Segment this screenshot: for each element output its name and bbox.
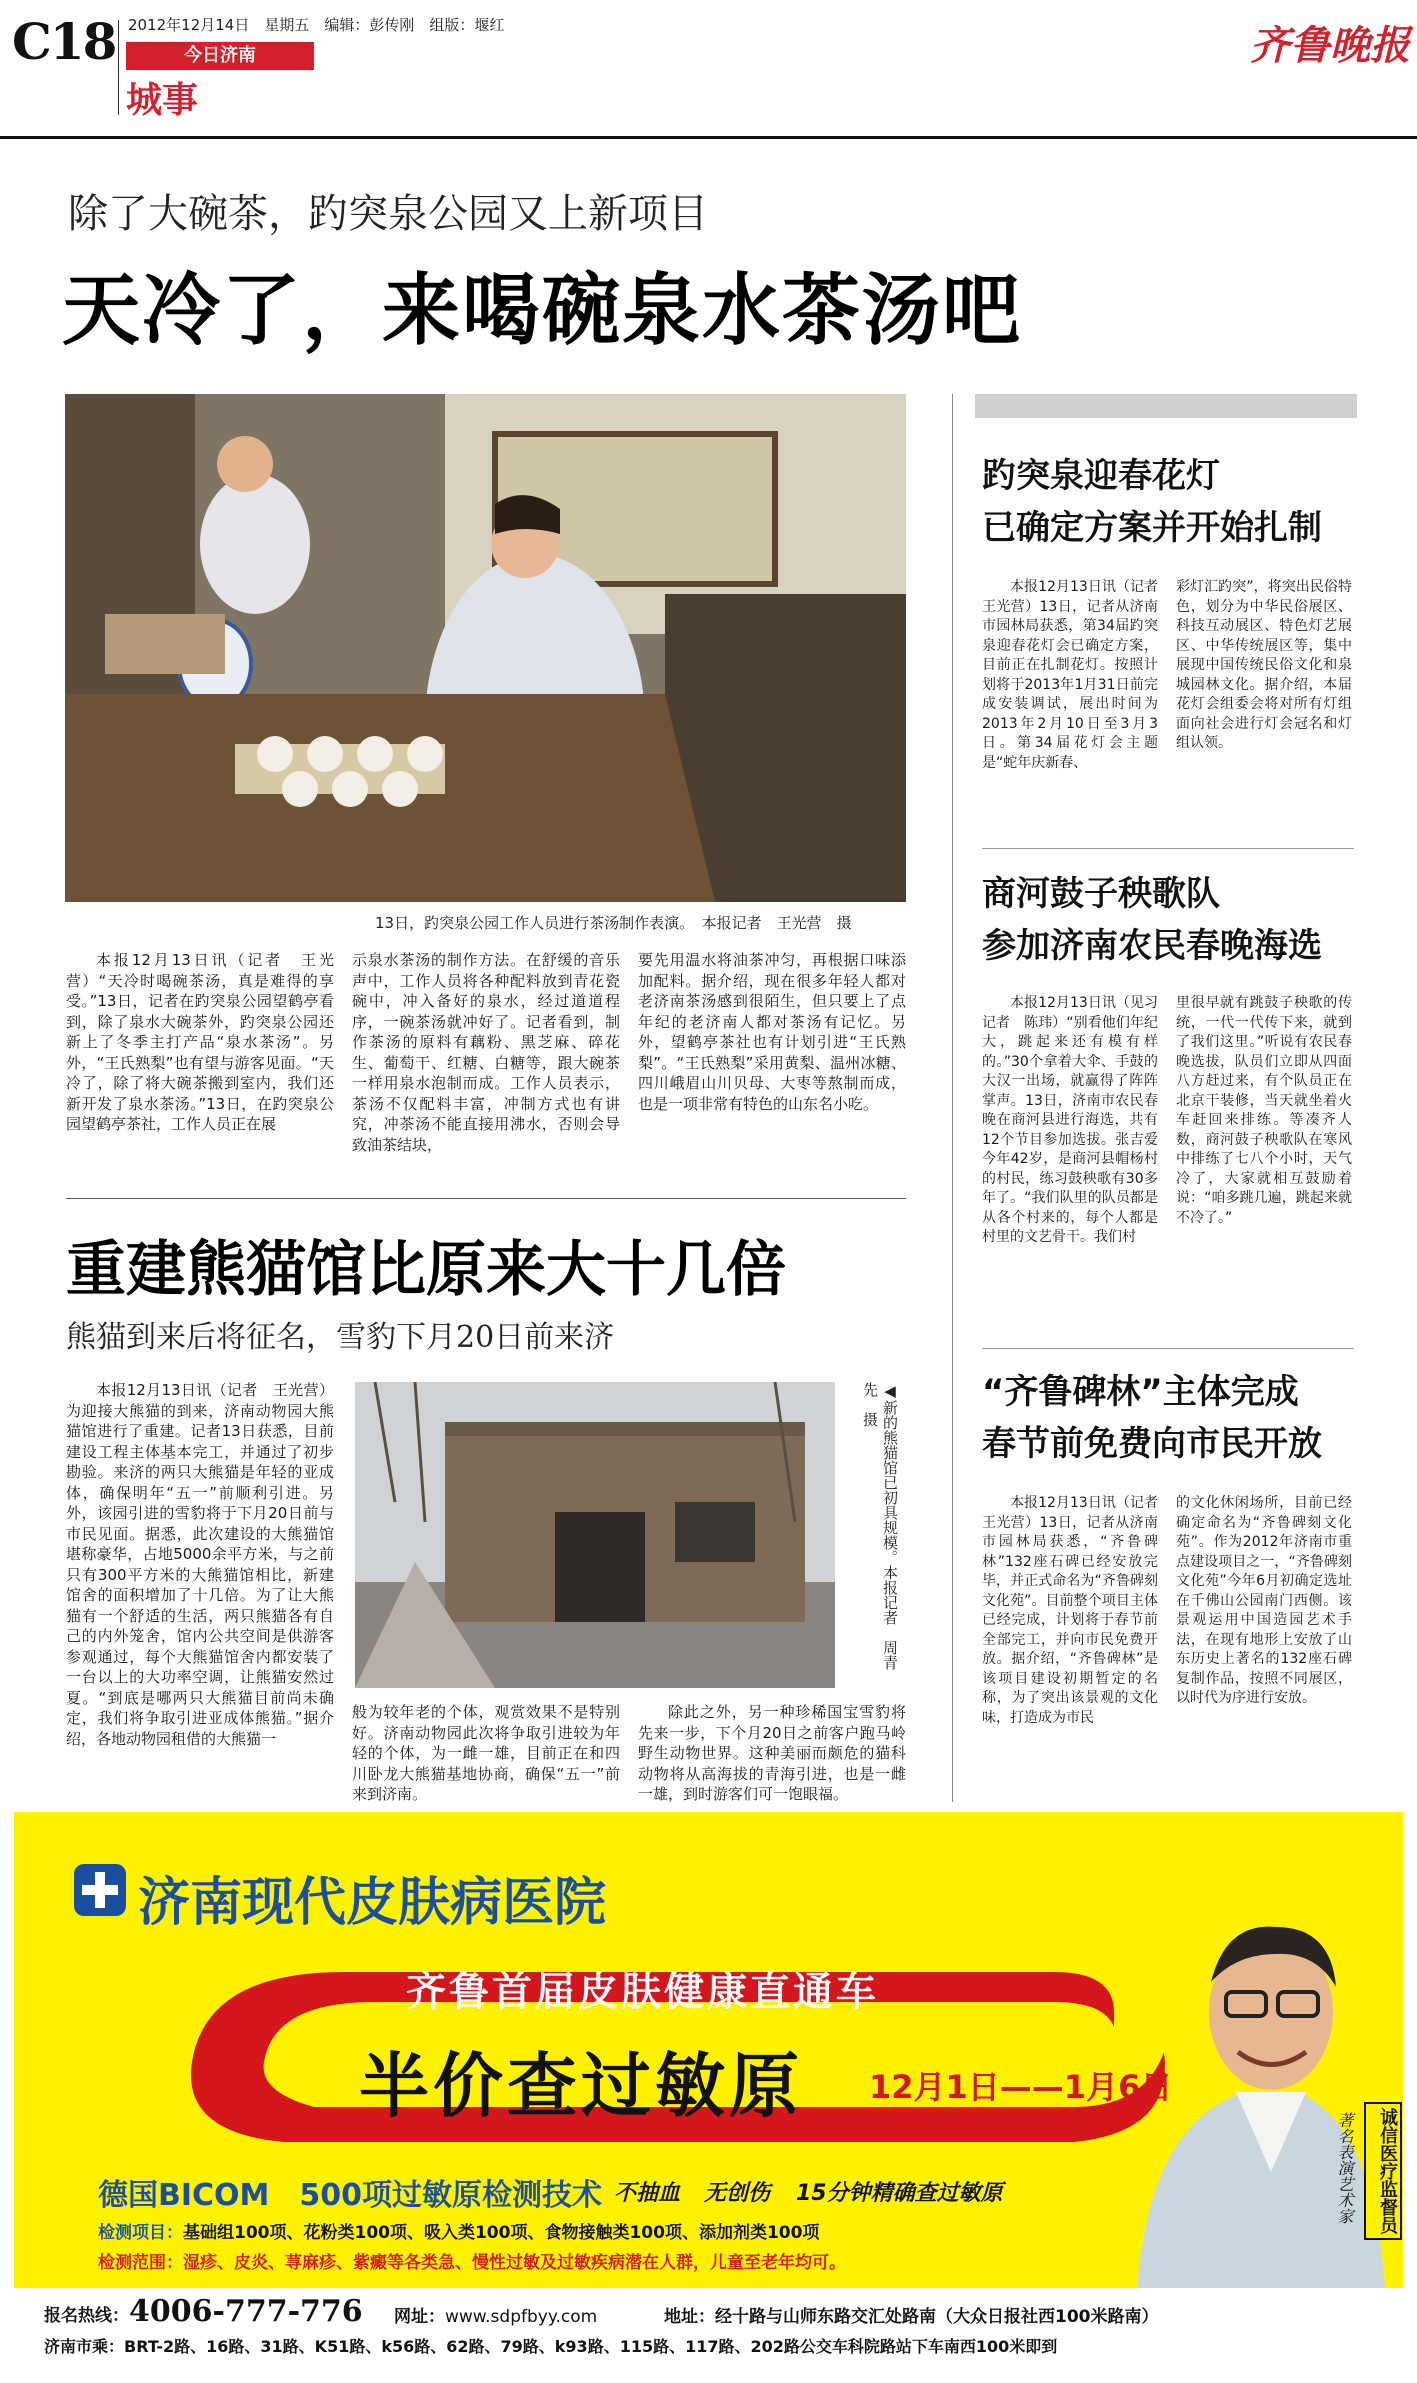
bus-label: 济南市乘： — [44, 2337, 125, 2356]
ad-items-label: 检测项目： — [98, 2223, 183, 2243]
bus-text: BRT-2路、16路、31路、K51路、k56路、62路、79路、k93路、115路、117路、202路公交车科院路站下车南西100米即到 — [124, 2337, 1058, 2356]
side3-title-2: 春节前免费向市民开放 — [982, 1424, 1322, 1464]
hotline-row — [44, 2294, 363, 2329]
lead-col-3-text: 要先用温水将油茶冲匀，再根据口味添加配料。据介绍，现在很多年轻人都对老济南茶汤感到很陌生，但只要上了点年纪的老济南人都对茶汤有记忆。另外，望鹤亭茶社也有计划引进“王氏熟梨”。“王氏熟梨”采用黄梨、温州冰糖、四川峨眉山川贝母、大枣等熬制而成，也是一项非常有特色的山东名小吃。 — [638, 951, 906, 1113]
lead-kicker: 除了大碗茶，趵突泉公园又上新项目 — [68, 191, 708, 237]
side2-title-2: 参加济南农民春晚海选 — [982, 926, 1322, 966]
side1-title-1: 趵突泉迎春花灯 — [982, 456, 1220, 496]
ad-scope-row — [98, 2248, 846, 2273]
panda-col-1-text: 本报12月13日讯（记者 王光营）为迎接大熊猫的到来，济南动物园大熊猫馆进行了重建。记者13日获悉，目前建设工程主体基本完工，并通过了初步勘验。来济的两只大熊猫是年轻的亚成体，确保明年“五一”前顺利引进。另外，该园引进的雪豹将于下月20日前与市民见面。据悉，此次建设的大熊猫馆堪称豪华，占地5000余平方米，与之前只有300平方米的大熊猫馆相比，新建馆舍的面积增加了十几倍。为了让大熊猫有一个舒适的生活，两只熊猫各有自己的内外笼舍，馆内公共空间是供游客参观通过，每个大熊猫馆舍内都安装了一台以上的大功率空调，让熊猫安然过夏。“到底是哪两只大熊猫目前尚未确定，我们将争取引进亚成体熊猫。”据介绍，各地动物园租借的大熊猫一 — [66, 1381, 334, 1748]
date-line: 2012年12月14日 星期五 编辑：彭传刚 组版：堰红 — [128, 16, 505, 34]
web-row — [394, 2302, 597, 2327]
ad-contact-band — [14, 2288, 1403, 2368]
addr-label: 地址： — [664, 2307, 715, 2327]
hotline-label: 报名热线： — [44, 2306, 129, 2326]
side2-col-2-text: 里很早就有跳鼓子秧歌的传统，一代一代传下来，就到了我们这里。”听说有农民春晚选拔，队员们立即从四面八方赶过来，有个队员正在北京干装修，当天就坐着火车赶回来排练。等凑齐人数，商河鼓子秧歌队在寒风中排练了七八个小时，天气冷了，大家就相互鼓励着说：“咱多跳几遍，跳起来就不冷了。” — [1176, 995, 1352, 1226]
masthead-logo: 齐鲁晚报 — [1250, 22, 1410, 69]
hotline-number: 4006-777-776 — [129, 2294, 363, 2329]
cross-icon — [74, 1864, 126, 1916]
panda-col-2-text: 般为较年老的个体，观赏效果不是特别好。济南动物园此次将争取引进较为年轻的个体，为一雌一雄，目前正在和四川卧龙大熊猫基地协商，确保“五一”前来到济南。 — [352, 1703, 620, 1803]
panda-subhead: 熊猫到来后将征名，雪豹下月20日前来济 — [66, 1320, 615, 1355]
lead-col-3 — [638, 950, 906, 1114]
endorser-portrait — [1126, 1872, 1396, 2302]
addr-text: 经十路与山师东路交汇处路南（大众日报社西100米路南） — [715, 2307, 1159, 2327]
ad-feature-2: 无创伤 — [704, 2181, 771, 2206]
lead-col-2-text: 示泉水茶汤的制作方法。在舒缓的音乐声中，工作人员将各种配料放到青花瓷碗中，冲入备好的泉水，经过道道程序，一碗茶汤就冲好了。记者看到，制作茶汤的原料有藕粉、黑芝麻、碎花生、葡萄干、红糖、白糖等，跟大碗茶一样用泉水泡制而成。工作人员表示，茶汤不仅配料丰富，冲制方式也有讲究，冲茶汤不能直接用沸水，否则会导致油茶结块， — [352, 951, 620, 1154]
side2-col-1 — [982, 994, 1158, 1248]
section-tag: 今日济南 — [126, 42, 314, 70]
endorser-portrait-art — [1126, 1872, 1396, 2302]
ad-scope-label: 检测范围： — [98, 2253, 183, 2273]
ad-tech: 德国BICOM 500项过敏原检测技术 — [98, 2178, 603, 2213]
hospital-ad — [14, 1812, 1403, 2368]
ad-slogan: 齐鲁首届皮肤健康直通车 — [406, 1969, 879, 2015]
panda-house-photo-art — [355, 1382, 835, 1688]
panda-col-3-text: 除此之外，另一种珍稀国宝雪豹将先来一步，下个月20日之前客户跑马岭野生动物世界。这种美丽而颇危的猫科动物将从高海拔的青海引进，也是一雌一雄，到时游客们可一饱眼福。 — [638, 1703, 906, 1803]
lead-headline: 天冷了，来喝碗泉水茶汤吧 — [62, 266, 1023, 356]
panda-headline: 重建熊猫馆比原来大十几倍 — [66, 1235, 786, 1305]
side3-col-2 — [1176, 1494, 1352, 1709]
tea-soup-photo — [65, 394, 906, 902]
ad-offer: 半价查过敏原 — [359, 2044, 803, 2127]
web-url: www.sdpfbyy.com — [445, 2307, 598, 2327]
page-code: C18 — [12, 12, 116, 71]
section-name: 城事 — [126, 80, 199, 121]
lead-col-1 — [66, 950, 334, 1135]
ad-feature-3: 15分钟精确查过敏原 — [796, 2181, 1003, 2206]
panda-col-3 — [638, 1702, 906, 1805]
panda-photo-caption: ◀新的熊猫馆已初具规模。本报记者 周青先 摄 — [861, 1382, 899, 1670]
ad-items: 基础组100项、花粉类100项、吸入类100项、食物接触类100项、添加剂类100项 — [183, 2223, 820, 2243]
panda-house-photo — [355, 1382, 835, 1688]
web-label: 网址： — [394, 2307, 445, 2327]
tea-soup-photo-art — [65, 394, 906, 902]
tea-photo-caption: 13日，趵突泉公园工作人员进行茶汤制作表演。 本报记者 王光营 摄 — [375, 914, 852, 932]
hospital-name: 济南现代皮肤病医院 — [138, 1873, 607, 1933]
side-column-band — [975, 394, 1357, 418]
panda-col-1 — [66, 1380, 334, 1749]
side1-col-2 — [1176, 578, 1352, 754]
endorser-label: 著名表演艺术家 — [1335, 2112, 1354, 2224]
side3-col-2-text: 的文化休闲场所，目前已经确定命名为“齐鲁碑刻文化苑”。作为2012年济南市重点建设项目之一，“齐鲁碑刻文化苑”今年6月初确定选址在千佛山公园南门西侧。该景观运用中国造园艺术手法，在现有地形上安放了山东历史上著名的132座石碑复制作品，按照不同展区，以时代为序进行安放。 — [1176, 1495, 1352, 1706]
page-header — [0, 0, 1417, 135]
side3-title-1: “齐鲁碑林”主体完成 — [982, 1372, 1299, 1412]
ad-dates: 12月1日——1月6日 — [869, 2068, 1173, 2106]
lead-col-2 — [352, 950, 620, 1155]
addr-row — [664, 2302, 1159, 2327]
side3-col-1-text: 本报12月13日讯（记者 王光营）13日，记者从济南市园林局获悉，“齐鲁碑林”132座石碑已经安放完毕，并正式命名为“齐鲁碑刻文化苑”。目前整个项目主体已经完成，计划将于春节前全部完工，并向市民免费开放。据介绍，“齐鲁碑林”是该项目建设初期暂定的名称，为了突出该景观的文化味，打造成为市民 — [982, 1495, 1172, 1726]
supervisor-label: 诚信医疗监督员 — [1364, 2102, 1402, 2240]
ad-scope: 湿疹、皮炎、荨麻疹、紫癜等各类急、慢性过敏及过敏疾病潜在人群，儿童至老年均可。 — [183, 2253, 846, 2273]
panda-col-2 — [352, 1702, 620, 1805]
side2-title-1: 商河鼓子秧歌队 — [982, 874, 1220, 914]
side1-title-2: 已确定方案并开始扎制 — [982, 508, 1322, 548]
lead-col-1-text: 本报12月13日讯（记者 王光营）“天冷时喝碗茶汤，真是难得的享受。”13日，记者在趵突泉公园望鹤亭看到，除了泉水大碗茶外，趵突泉公园还新上了冬季主打产品“泉水茶汤”。另外，“王氏熟梨”也有望与游客见面。“天冷了，除了将大碗茶搬到室内，我们还新开发了泉水茶汤。”13日，在趵突泉公园望鹤亭茶社，工作人员正在展 — [66, 951, 334, 1133]
side3-col-1 — [982, 1494, 1172, 1728]
side2-col-1-text: 本报12月13日讯（见习记者 陈玮）“别看他们年纪大，跳起来还有模有样的。”30个拿着大伞、手鼓的大汉一出场，就赢得了阵阵掌声。13日，济南市农民春晚在商河县进行海选，共有12个节目参加选拔。张吉爱今年42岁，是商河县帽杨村的村民，练习鼓秧歌有30多年了。“我们队里的队员都是从各个村来的，每个人都是村里的文艺骨干。我们村 — [982, 995, 1158, 1245]
side1-col-2-text: 彩灯汇趵突”，将突出民俗特色，划分为中华民俗展区、科技互动展区、特色灯艺展区、中华传统展区等，集中展现中国传统民俗文化和泉城园林文化。据介绍，本届花灯会组委会将对所有灯组面向社会进行灯会冠名和灯组认领。 — [1176, 579, 1352, 751]
bus-row — [44, 2334, 1057, 2357]
side1-col-1 — [982, 578, 1172, 773]
ad-items-row — [98, 2218, 819, 2243]
side1-col-1-text: 本报12月13日讯（记者 王光营）13日，记者从济南市园林局获悉，第34届趵突泉迎春花灯会已确定方案，目前正在扎制花灯。按照计划将于2013年1月31日前完成安装调试，展出时间为2013年2月10日至3月3日。第34届花灯会主题是“蛇年庆新春、 — [982, 579, 1172, 771]
side2-col-2 — [1176, 994, 1352, 1228]
ad-feature-1: 不抽血 — [614, 2181, 681, 2206]
